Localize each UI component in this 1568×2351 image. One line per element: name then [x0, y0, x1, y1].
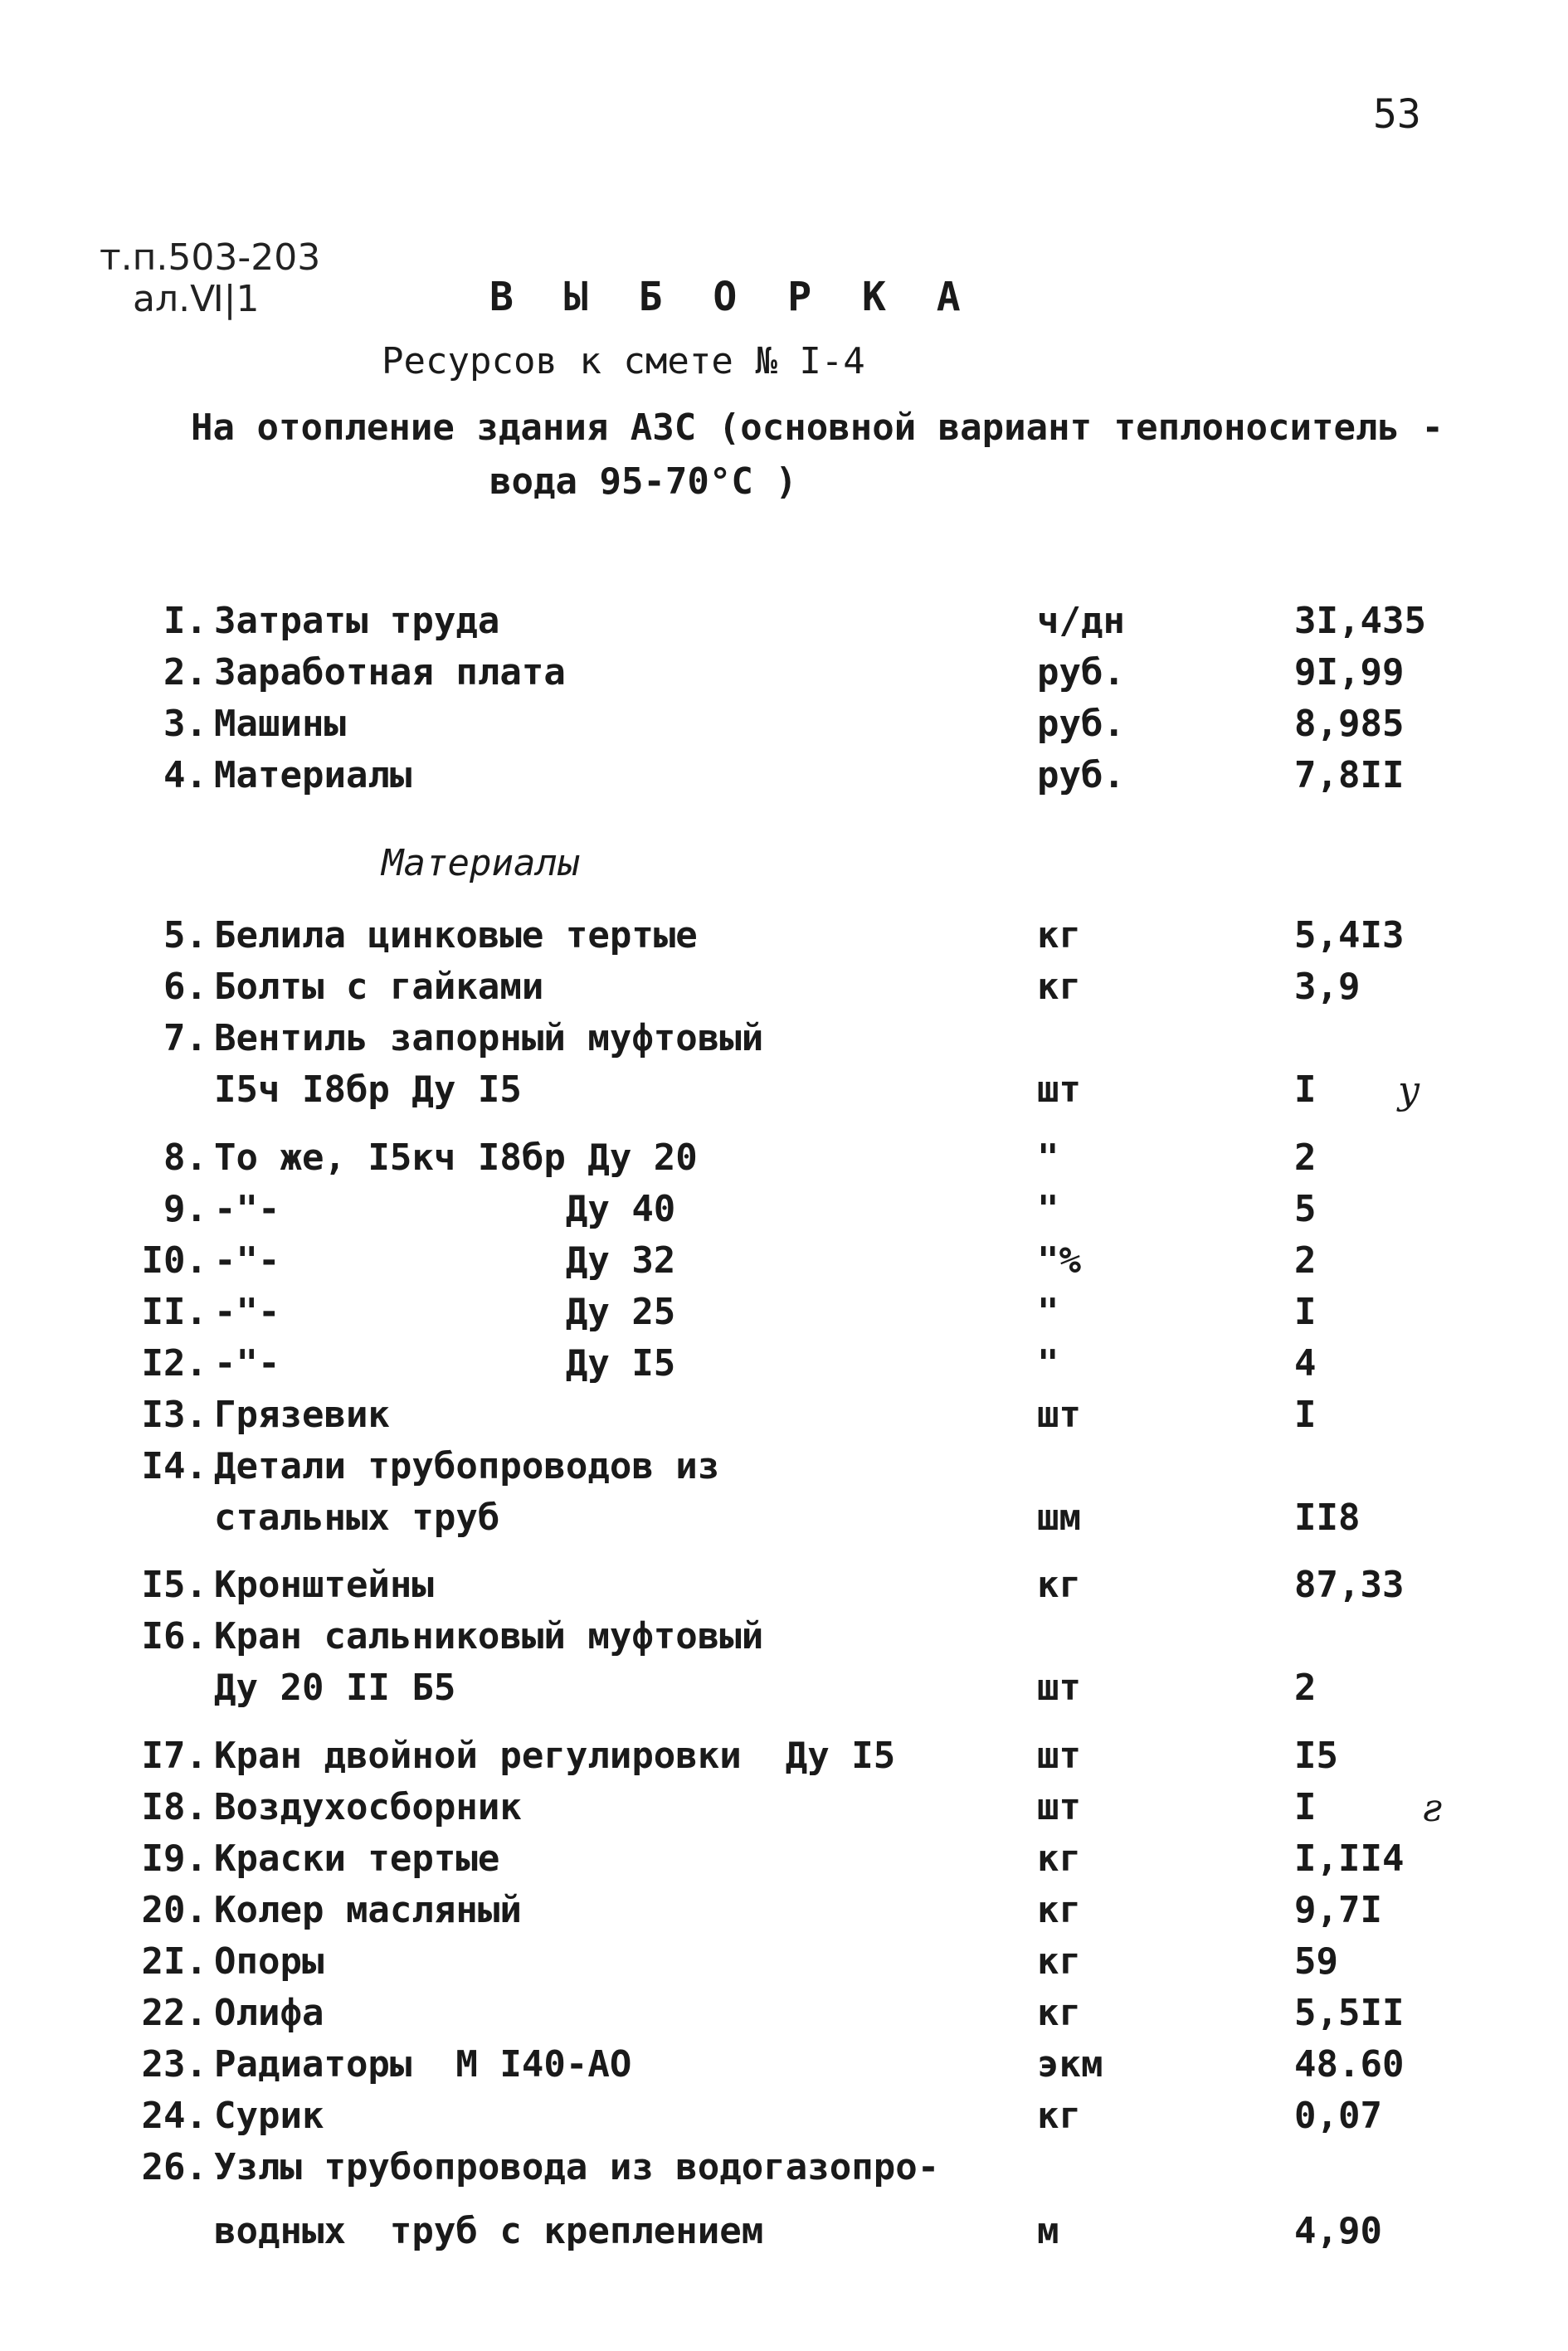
row-name-continued: стальных труб — [214, 1497, 500, 1539]
row-value: 5 — [1294, 1188, 1317, 1230]
row-unit: кг — [1037, 914, 1081, 956]
row-unit: руб. — [1037, 754, 1125, 796]
table-row — [0, 698, 1568, 750]
table-row — [0, 1611, 1568, 1662]
row-value: 5,5II — [1294, 1992, 1405, 2034]
row-name: Олифа — [214, 1992, 324, 2034]
table-row — [0, 1662, 1568, 1714]
row-name: Кран двойной регулировки Ду I5 — [214, 1735, 896, 1777]
row-value: II8 — [1294, 1497, 1361, 1539]
row-value: 3I,435 — [1294, 600, 1426, 642]
row-unit: шм — [1037, 1497, 1081, 1539]
row-name: Воздухосборник — [214, 1786, 522, 1828]
row-unit: " — [1037, 1137, 1059, 1179]
row-name: Белила цинковые тертые — [214, 914, 698, 956]
row-number: 2. — [163, 651, 207, 694]
row-number: 7. — [163, 1017, 207, 1059]
row-number: I8. — [141, 1786, 207, 1828]
table-row — [0, 2091, 1568, 2142]
table-row — [0, 961, 1568, 1013]
row-name: Грязевик — [214, 1394, 390, 1436]
row-value: 5,4I3 — [1294, 914, 1405, 956]
row-name: Краски тертые — [214, 1837, 500, 1880]
row-number: 9. — [163, 1188, 207, 1230]
table-row — [0, 1833, 1568, 1885]
table-row — [0, 1390, 1568, 1441]
table-row — [0, 1064, 1568, 1116]
row-unit: кг — [1037, 1940, 1081, 1983]
row-value: 2 — [1294, 1137, 1317, 1179]
row-number: I5. — [141, 1564, 207, 1606]
row-number: 23. — [141, 2043, 207, 2086]
row-number: I2. — [141, 1342, 207, 1385]
row-number: I4. — [141, 1445, 207, 1487]
row-number: 2I. — [141, 1940, 207, 1983]
handwritten-mark: у — [1398, 1068, 1420, 1112]
row-number: I9. — [141, 1837, 207, 1880]
row-unit: шт — [1037, 1667, 1081, 1709]
table-row — [0, 1441, 1568, 1492]
table-row — [0, 596, 1568, 647]
row-name: Заработная плата — [214, 651, 566, 694]
row-number: 5. — [163, 914, 207, 956]
row-value: I — [1294, 1291, 1317, 1333]
row-number: I0. — [141, 1239, 207, 1282]
row-value: 4,90 — [1294, 2210, 1382, 2252]
handwritten-reference-sheet: ал.Ⅵ|1 — [133, 278, 260, 320]
row-number: I3. — [141, 1394, 207, 1436]
row-value: 2 — [1294, 1667, 1317, 1709]
row-number: 8. — [163, 1137, 207, 1179]
row-name: Кран сальниковый муфтовый — [214, 1615, 764, 1657]
row-value: 3,9 — [1294, 966, 1361, 1008]
table-row — [0, 1988, 1568, 2039]
row-value: 9,7I — [1294, 1889, 1382, 1931]
handwritten-reference: т.п.503-203 — [100, 236, 321, 279]
row-unit: м — [1037, 2210, 1059, 2252]
table-row — [0, 1560, 1568, 1611]
row-unit: шт — [1037, 1735, 1081, 1777]
row-unit: руб. — [1037, 703, 1125, 745]
row-unit: кг — [1037, 1837, 1081, 1880]
row-value: 87,33 — [1294, 1564, 1405, 1606]
row-name-continued: водных труб с креплением — [214, 2210, 764, 2252]
row-name: Материалы — [214, 754, 412, 796]
row-name: Кронштейны — [214, 1564, 434, 1606]
table-row — [0, 1338, 1568, 1390]
row-value: 48.60 — [1294, 2043, 1405, 2086]
row-value: 59 — [1294, 1940, 1338, 1983]
table-row — [0, 1013, 1568, 1064]
table-row — [0, 1132, 1568, 1184]
row-number: 6. — [163, 966, 207, 1008]
row-unit: кг — [1037, 966, 1081, 1008]
row-unit: " — [1037, 1342, 1059, 1385]
row-unit: шт — [1037, 1394, 1081, 1436]
row-number: 4. — [163, 754, 207, 796]
row-name: Болты с гайками — [214, 966, 544, 1008]
row-unit: ч/дн — [1037, 600, 1125, 642]
document-title: В Ы Б О Р К А — [489, 274, 974, 320]
section-title: Материалы — [382, 842, 580, 884]
row-name: Затраты труда — [214, 600, 500, 642]
row-name-continued: Ду 20 II Б5 — [214, 1667, 456, 1709]
row-value: I — [1294, 1068, 1317, 1111]
row-number: 26. — [141, 2146, 207, 2188]
document-subtitle: Ресурсов к смете № I-4 — [382, 340, 865, 382]
row-number: 24. — [141, 2095, 207, 2137]
row-number: 22. — [141, 1992, 207, 2034]
row-unit: кг — [1037, 1992, 1081, 2034]
row-name: Радиаторы М I40-АО — [214, 2043, 632, 2086]
table-row — [0, 1235, 1568, 1287]
row-unit: " — [1037, 1188, 1059, 1230]
row-name: Детали трубопроводов из — [214, 1445, 720, 1487]
row-value: 8,985 — [1294, 703, 1405, 745]
table-row — [0, 2206, 1568, 2257]
row-name: То же, I5кч I8бр Ду 20 — [214, 1137, 698, 1179]
row-value: I,II4 — [1294, 1837, 1405, 1880]
table-row — [0, 2039, 1568, 2091]
row-unit: кг — [1037, 1564, 1081, 1606]
row-number: 20. — [141, 1889, 207, 1931]
page-number: 53 — [1373, 91, 1421, 138]
table-row — [0, 1492, 1568, 1544]
row-value: I — [1294, 1394, 1317, 1436]
row-name: Колер масляный — [214, 1889, 522, 1931]
row-name: -"- Ду I5 — [214, 1342, 676, 1385]
table-row — [0, 1936, 1568, 1988]
row-number: II. — [141, 1291, 207, 1333]
table-row — [0, 647, 1568, 698]
table-row — [0, 2142, 1568, 2193]
table-row — [0, 1730, 1568, 1782]
row-value: I5 — [1294, 1735, 1338, 1777]
row-name-continued: I5ч I8бр Ду I5 — [214, 1068, 522, 1111]
row-name: Узлы трубопровода из водогазопро- — [214, 2146, 940, 2188]
row-number: I7. — [141, 1735, 207, 1777]
row-number: I6. — [141, 1615, 207, 1657]
row-value: 7,8II — [1294, 754, 1405, 796]
row-value: 2 — [1294, 1239, 1317, 1282]
row-unit: " — [1037, 1291, 1059, 1333]
row-name: Вентиль запорный муфтовый — [214, 1017, 764, 1059]
row-name: -"- Ду 40 — [214, 1188, 676, 1230]
row-name: Сурик — [214, 2095, 324, 2137]
table-row — [0, 1885, 1568, 1936]
table-row — [0, 910, 1568, 961]
row-value: I — [1294, 1786, 1317, 1828]
row-unit: "% — [1037, 1239, 1081, 1282]
row-unit: кг — [1037, 1889, 1081, 1931]
document-heading-line2: вода 95-70°С ) — [489, 460, 797, 503]
row-number: 3. — [163, 703, 207, 745]
row-name: -"- Ду 25 — [214, 1291, 676, 1333]
row-name: Машины — [214, 703, 346, 745]
table-row — [0, 1782, 1568, 1833]
row-value: 4 — [1294, 1342, 1317, 1385]
row-name: Опоры — [214, 1940, 324, 1983]
row-unit: экм — [1037, 2043, 1103, 2086]
document-heading-line1: На отопление здания АЗС (основной вариант теплоноситель - — [191, 406, 1444, 449]
table-row — [0, 1184, 1568, 1235]
row-unit: кг — [1037, 2095, 1081, 2137]
row-name: -"- Ду 32 — [214, 1239, 676, 1282]
row-number: I. — [163, 600, 207, 642]
table-row — [0, 1287, 1568, 1338]
row-unit: руб. — [1037, 651, 1125, 694]
row-value: 9I,99 — [1294, 651, 1405, 694]
table-row — [0, 750, 1568, 801]
row-unit: шт — [1037, 1786, 1081, 1828]
handwritten-mark: ƨ — [1423, 1785, 1443, 1830]
row-value: 0,07 — [1294, 2095, 1382, 2137]
row-unit: шт — [1037, 1068, 1081, 1111]
